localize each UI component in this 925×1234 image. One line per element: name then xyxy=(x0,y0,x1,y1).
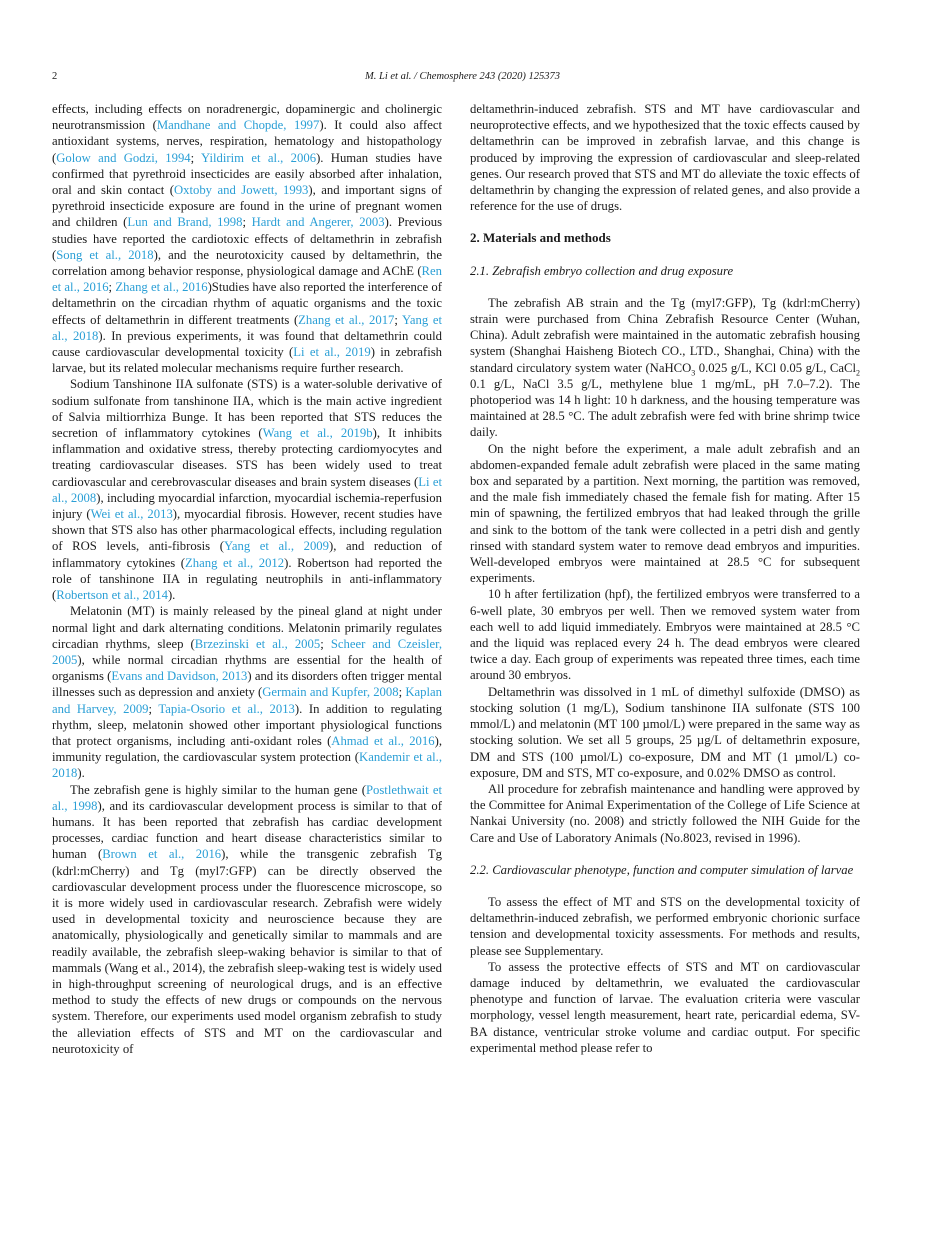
paragraph-sts: Sodium Tanshinone IIA sulfonate (STS) is a water-soluble derivative of sodium sulfonate from tanshinone IIA, which is the main active ingredient of Salvia miltiorrhiza Bunge. It has been reported that STS reduces the secretion of inflammatory cytokines (Wang et al., 2019b), It inhibits inflammation and oxidative stress, thereby protecting cardiomyocytes and treating cardiovascular diseases. STS has been widely used to treat cardiovascular and cerebrovascular diseases and brain system diseases (Li et al., 2008), including myocardial infarction, myocardial ischemia-reperfusion injury (Wei et al., 2013), myocardial fibrosis. However, recent studies have shown that STS also has other pharmacological effects, including regulation of ROS levels, anti-fibrosis (Yang et al., 2009), and reduction of inflammatory cytokines (Zhang et al., 2012). Robertson had reported the role of tanshinone IIA in regulating neutrophils in anti-inflammatory (Robertson et al., 2014). xyxy=(52,377,442,603)
citation-link[interactable]: Postlethwait et al., 1998 xyxy=(52,782,442,813)
citation-link[interactable]: Li et al., 2008 xyxy=(52,474,442,505)
citation-link[interactable]: Mandhane and Chopde, 1997 xyxy=(156,118,320,133)
citation-link[interactable]: Zhang et al., 2012 xyxy=(185,555,285,570)
paragraph-developmental-toxicity: To assess the effect of MT and STS on the developmental toxicity of deltamethrin-induced zebrafish, we performed embryonic chorionic surface tension and developmental toxicity assessments. For methods and results, please see Supplementary. xyxy=(470,894,860,958)
paragraph-ethics: All procedure for zebrafish maintenance and handling were approved by the Committee for Animal Experimentation of the College of Life Science at Nankai University (no. 2008) and strictly followed the NIH Guide for the Care and Use of Laboratory Animals (No.8023, revised in 1996). xyxy=(470,781,860,845)
citation-link[interactable]: Yang et al., 2009 xyxy=(223,539,329,554)
right-column xyxy=(470,101,860,1056)
page-number: 2 xyxy=(52,71,58,82)
subsection-heading: 2.1. Zebrafish embryo collection and drug exposure xyxy=(470,263,734,278)
citation-link[interactable]: Brown et al., 2016 xyxy=(102,847,222,862)
paragraph-melatonin: Melatonin (MT) is mainly released by the pineal gland at night under normal light and dark alternating conditions. Melatonin primarily regulates circadian rhythms, sleep (Brzezinski et al., 2005; Scheer and Czeisler, 2005), while normal circadian rhythms are essential for the health of organisms (Evans and Davidson, 2013) and its disorders often trigger mental illnesses such as depression and anxiety (Germain and Kupfer, 2008; Kaplan and Harvey, 2009; Tapia-Osorio et al., 2013). In addition to regulating rhythm, sleep, melatonin showed other important physiological functions that protect organisms, including anti-oxidant roles (Ahmad et al., 2016), immunity regulation, the cardiovascular system protection (Kandemir et al., 2018). xyxy=(52,604,443,781)
citation-link[interactable]: Brzezinski et al., 2005 xyxy=(194,636,321,651)
citation-link[interactable]: Kandemir et al., 2018 xyxy=(52,750,442,781)
citation-link[interactable]: Wang et al., 2019b xyxy=(262,426,373,441)
paragraph-pyrethroid-effects: effects, including effects on noradrenergic, dopaminergic and cholinergic neurotransmission (Mandhane and Chopde, 1997). It could also affect antioxidant systems, nerves, respiration, hematology and histopathology (Golow and Godzi, 1994; Yildirim et al., 2006). Human studies have confirmed that pyrethroid insecticides are easily absorbed after inhalation, oral and skin contact (Oxtoby and Jowett, 1993), and important signs of pyrethroid insecticide exposure are found in the urine of pregnant women and children (Lun and Brand, 1998; Hardt and Angerer, 2003). Previous studies have reported the cardiotoxic effects of deltamethrin in zebrafish (Song et al., 2018), and the neurotoxicity caused by deltamethrin, the correlation among behavior response, physiological damage and AChE (Ren et al., 2016; Zhang et al., 2016)Studies have also reported the interference of deltamethrin on the circadian rhythm of aquatic organisms and the toxic effects of deltamethrin in different treatments (Zhang et al., 2017; Yang et al., 2018). In previous experiments, it was found that deltamethrin could cause cardiovascular developmental toxicity (Li et al., 2019) in zebrafish larvae, but its related molecular mechanisms require further research. xyxy=(52,102,443,376)
citation-link[interactable]: Zhang et al., 2017 xyxy=(298,312,395,327)
left-column xyxy=(52,101,442,1057)
paragraph-transfer: 10 h after fertilization (hpf), the fertilized embryos were transferred to a 6-well plate, 30 embryos per well. Then we removed system water from each well to add liquid immediately. Embryos were maintained at 28.5 °C and the liquid was replaced every 24 h. The dead embryos were cleared twice a day. Each group of experiments was repeated three times, each time around 30 embryos. xyxy=(470,587,860,683)
citation-link[interactable]: Evans and Davidson, 2013 xyxy=(111,669,248,684)
citation-link[interactable]: Kaplan and Harvey, 2009 xyxy=(52,685,442,716)
citation-link[interactable]: Yildirim et al., 2006 xyxy=(201,150,317,165)
paragraph-hypothesis: deltamethrin-induced zebrafish. STS and MT have cardiovascular and neuroprotective effects, and we hypothesized that the toxic effects caused by deltamethrin can be improved in zebrafish larvae, and this change is produced by improving the expression of cardiovascular and sleep-related genes. Our research proved that STS and MT do alleviate the toxic effects of deltamethrin by changing the expression of related genes, and also provide a reference for the use of drugs. xyxy=(470,102,860,214)
section-heading: 2. Materials and methods xyxy=(470,230,611,246)
citation-link[interactable]: Ren et al., 2016 xyxy=(52,264,442,295)
paragraph-cardiovascular-assessment: To assess the protective effects of STS and MT on cardiovascular damage induced by deltamethrin, we evaluated the cardiovascular phenotype and function of larvae. The evaluation criteria were vascular morphology, vessel length measurement, heart rate, pericardial edema, SV-BA distance, ventricular stroke volume and cardiac output. For specific experimental method please refer to xyxy=(470,959,860,1055)
citation-link[interactable]: Yang et al., 2018 xyxy=(52,312,442,343)
paragraph-strains: The zebrafish AB strain and the Tg (myl7:GFP), Tg (kdrl:mCherry) strain were purchased from China Zebrafish Resource Center (Wuhan, China). Adult zebrafish were maintained in the automatic zebrafish housing system (Shanghai Haisheng Biotech CO., LTD., Shanghai, China) with the standard circulatory system water (NaHCO$_3$ 0.025 g/L, KCl 0.05 g/L, CaCl$_2$ 0.1 g/L, NaCl 3.5 g/L, methylene blue 1 mg/mL, pH 7.0–7.2). The photoperiod was 14 h light: 10 h darkness, and the housing temperature was maintained at 28.5 °C. The adult zebrafish were fed with brine shrimp twice daily. xyxy=(470,295,860,440)
citation-link[interactable]: Hardt and Angerer, 2003 xyxy=(251,215,385,230)
citation-link[interactable]: Germain and Kupfer, 2008 xyxy=(262,685,399,700)
citation-link[interactable]: Lun and Brand, 1998 xyxy=(127,215,243,230)
citation-link[interactable]: Scheer and Czeisler, 2005 xyxy=(52,636,443,667)
citation-link[interactable]: Wei et al., 2013 xyxy=(90,507,173,522)
citation-link[interactable]: Oxtoby and Jowett, 1993 xyxy=(173,183,309,198)
paragraph-zebrafish-model: The zebrafish gene is highly similar to the human gene (Postlethwait et al., 1998), and its cardiovascular development process is similar to that of humans. It has been reported that zebrafish has cardiac development processes, cardiac function and heart disease characteristics similar to human (Brown et al., 2016), while the transgenic zebrafish Tg (kdrl:mCherry) and Tg (myl7:GFP) can be directly observed the cardiovascular development process under the fluorescence microscope, so it is more widely used in cardiovascular research. Zebrafish were widely used in developmental toxicity and neuroscience because they are anatomically, physiologically and genetically similar to mammals and are readily available, the zebrafish sleep-waking behavior is similar to that of mammals (Wang et al., 2014), the zebrafish sleep-waking test is widely used in high-throughput screening of neurological drugs, and is an effective method to study the effects of new drugs or compounds on the nervous system. Therefore, our experiments used model organism zebrafish to study the alleviation effects of STS and MT on the cardiovascular and neurotoxicity of xyxy=(52,782,442,1056)
paragraph-mating: On the night before the experiment, a male adult zebrafish and an abdomen-expanded female adult zebrafish were placed in the same mating box and separated by a partition. Next morning, the partition was removed, and the male fish immediately chased the female fish for mating. After 15 min of spawning, the fertilized embryos that had leaked through the grille and sink to the bottom of the tank were collected in a petri dish and gently rinsed with standard system water to remove dead embryos and impurities. Well-developed embryos were maintained at 28.5 °C for subsequent experiments. xyxy=(470,441,860,586)
citation-link[interactable]: Golow and Godzi, 1994 xyxy=(56,150,191,165)
citation-link[interactable]: Robertson et al., 2014 xyxy=(56,588,168,603)
running-head: M. Li et al. / Chemosphere 243 (2020) 125373 xyxy=(364,71,560,82)
paragraph-solutions: Deltamethrin was dissolved in 1 mL of dimethyl sulfoxide (DMSO) as stocking solution (1 mg/L), Sodium tanshinone IIA sulfonate (STS 100 mmol/L) and melatonin (MT 100 µmol/L) were prepared in the same way as stocking solution. We set all 5 groups, 25 µg/L of deltamethrin exposure, DM and STS (100 µmol/L) co-exposure, DM and MT (1 µmol/L) co-exposure, DM and STS, MT co-exposure, and 0.02% DMSO as control. xyxy=(470,684,860,780)
citation-link[interactable]: Tapia-Osorio et al., 2013 xyxy=(158,701,295,716)
citation-link[interactable]: Zhang et al., 2016 xyxy=(115,280,208,295)
citation-link[interactable]: Song et al., 2018 xyxy=(56,247,154,262)
subsection-heading: 2.2. Cardiovascular phenotype, function and computer simulation of larvae xyxy=(470,862,854,877)
citation-link[interactable]: Li et al., 2019 xyxy=(293,345,371,360)
citation-link[interactable]: Ahmad et al., 2016 xyxy=(331,733,435,748)
